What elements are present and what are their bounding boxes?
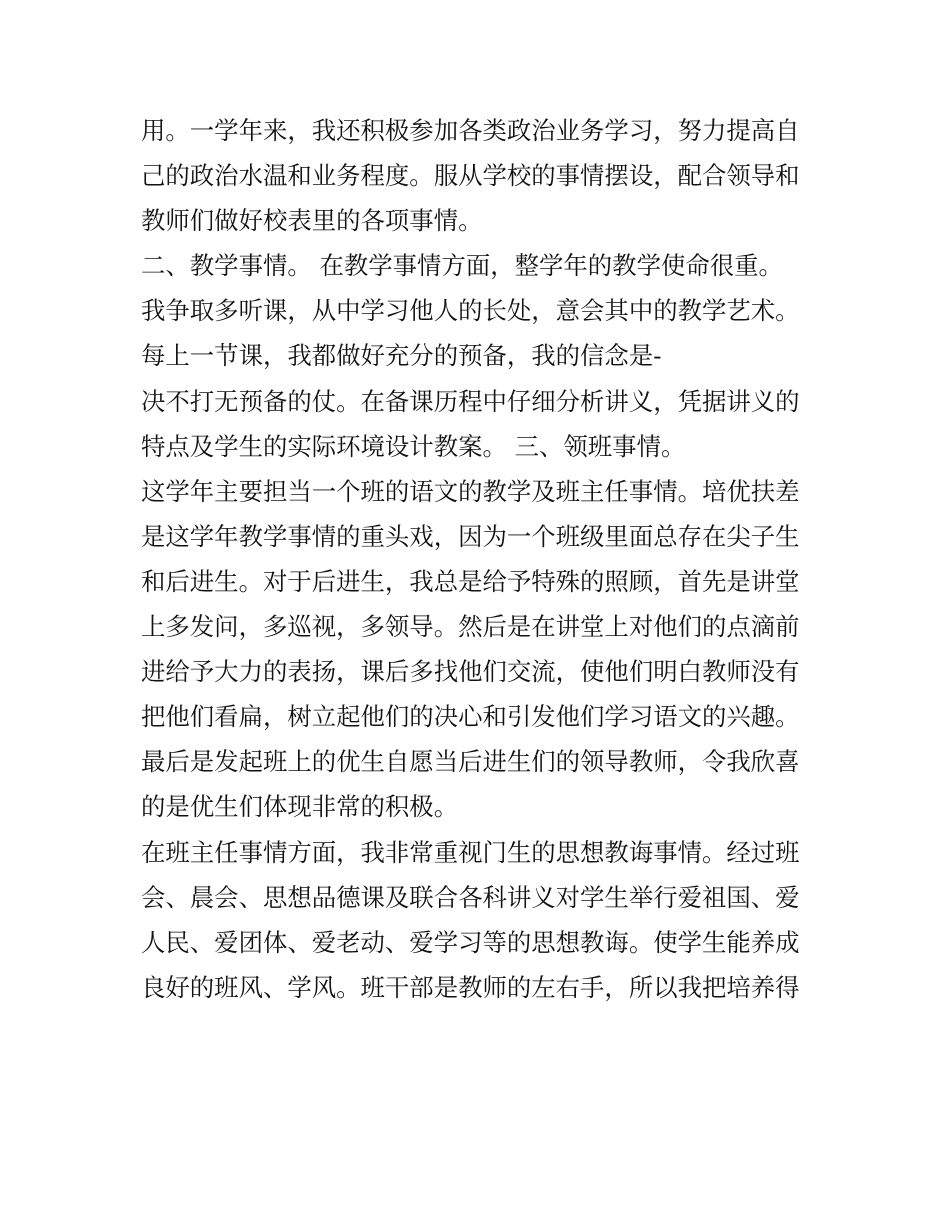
text-line: 在班主任事情方面，我非常重视门生的思想教诲事情。经过班 (141, 837, 800, 867)
text-line: 是这学年教学事情的重头戏，因为一个班级里面总存在尖子生 (141, 521, 800, 551)
text-line: 和后进生。对于后进生，我总是给予特殊的照顾，首先是讲堂 (141, 566, 800, 596)
text-line: 这学年主要担当一个班的语文的教学及班主任事情。培优扶差 (141, 476, 800, 506)
text-line: 的是优生们体现非常的积极。 (141, 792, 459, 822)
text-line: 进给予大力的表扬，课后多找他们交流，使他们明白教师没有 (141, 657, 800, 687)
text-line: 会、晨会、思想品德课及联合各科讲义对学生举行爱祖国、爱 (141, 882, 800, 912)
text-line: 人民、爱团体、爱老动、爱学习等的思想教诲。使学生能养成 (141, 927, 800, 957)
text-line: 良好的班风、学风。班干部是教师的左右手，所以我把培养得 (141, 972, 800, 1002)
text-line: 教师们做好校表里的各项事情。 (141, 206, 483, 236)
text-line: 决不打无预备的仗。在备课历程中仔细分析讲义，凭据讲义的 (141, 386, 800, 416)
section-heading-line: 二、教学事情。 在教学事情方面，整学年的教学使命很重。 (141, 251, 783, 281)
text-line: 上多发问，多巡视，多领导。然后是在讲堂上对他们的点滴前 (141, 612, 800, 642)
text-line: 把他们看扁，树立起他们的决心和引发他们学习语文的兴趣。 (141, 702, 800, 732)
text-line: 每上一节课，我都做好充分的预备，我的信念是- (141, 341, 662, 371)
text-line: 用。一学年来，我还积极参加各类政治业务学习，努力提高自 (141, 116, 800, 145)
text-line: 我争取多听课，从中学习他人的长处，意会其中的教学艺术。 (141, 296, 800, 326)
section-heading-line: 特点及学生的实际环境设计教案。 三、领班事情。 (141, 431, 686, 461)
document-body (141, 108, 821, 1010)
text-line: 最后是发起班上的优生自愿当后进生们的领导教师，令我欣喜 (141, 747, 800, 777)
text-line: 己的政治水温和业务程度。服从学校的事情摆设，配合领导和 (141, 161, 800, 191)
